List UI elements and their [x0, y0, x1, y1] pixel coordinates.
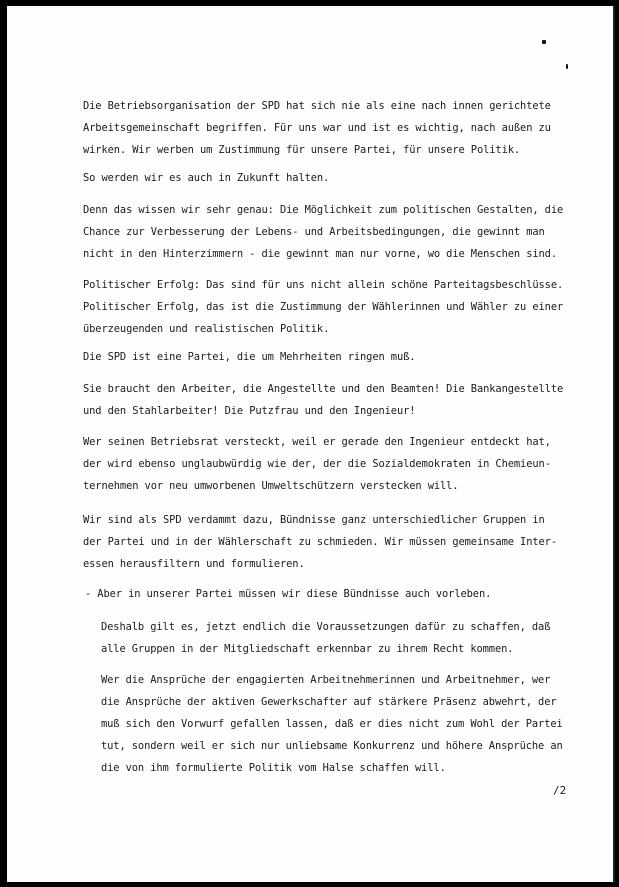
paragraph-betriebsrat: Wer seinen Betriebsrat versteckt, weil er gerade den Ingenieur entdeckt hat, der wird ebenso unglaubwürdig wie der, der die Sozialdemokraten in Chemieun- ternehmen vor neu umworbenen Umweltschützern verstecken will.: [83, 436, 551, 492]
scan-speck: [566, 64, 568, 69]
page-number: /2: [553, 784, 567, 797]
paper-sheet: [7, 6, 615, 882]
paragraph-politischer-erfolg: Politischer Erfolg: Das sind für uns nicht allein schöne Parteitagsbeschlüsse. Politischer Erfolg, das ist die Zustimmung der Wählerinnen und Wähler zu einer überzeugenden und realistischen Politik.: [83, 279, 564, 335]
paragraph-arbeiter: Sie braucht den Arbeiter, die Angestellte und den Beamten! Die Bankangestellte und den Stahlarbeiter! Die Putzfrau und den Ingenieur!: [83, 383, 564, 417]
document-body: [7, 6, 613, 882]
paragraph-vorleben: - Aber in unserer Partei müssen wir diese Bündnisse auch vorleben.: [85, 588, 492, 600]
paragraph-mehrheiten: Die SPD ist eine Partei, die um Mehrheiten ringen muß.: [83, 351, 416, 363]
paragraph-ansprueche: Wer die Ansprüche der engagierten Arbeitnehmerinnen und Arbeitnehmer, wer die Ansprüche der aktiven Gewerkschafter auf stärkere Präsenz abwehrt, der muß sich den Vorwurf gefallen lassen, daß er dies nicht zum Wohl der Partei tut, sondern weil er sich nur unliebsame Konkurrenz und höhere Ansprüche an die von ihm formulierte Politik vom Halse schaffen will.: [101, 674, 563, 774]
paragraph-betriebsorganisation: Die Betriebsorganisation der SPD hat sich nie als eine nach innen gerichtete Arbeitsgemeinschaft begriffen. Für uns war und ist es wichtig, nach außen zu wirken. Wir werben um Zustimmung für unsere Partei, für unsere Politik.: [83, 100, 551, 156]
paragraph-voraussetzungen: Deshalb gilt es, jetzt endlich die Voraussetzungen dafür zu schaffen, daß alle Gruppen in der Mitgliedschaft erkennbar zu ihrem Recht kommen.: [101, 621, 551, 655]
paragraph-zukunft: So werden wir es auch in Zukunft halten.: [83, 172, 330, 184]
scan-speck: [542, 40, 546, 44]
paragraph-buendnisse: Wir sind als SPD verdammt dazu, Bündnisse ganz unterschiedlicher Gruppen in der Partei und in der Wählerschaft zu schmieden. Wir müssen gemeinsame Inter- essen herausfiltern und formulieren.: [83, 514, 557, 570]
paragraph-gestalten: Denn das wissen wir sehr genau: Die Möglichkeit zum politischen Gestalten, die Chance zur Verbesserung der Lebens- und Arbeitsbedingungen, die gewinnt man nicht in den Hinterzimmern - die gewinnt man nur vorne, wo die Menschen sind.: [83, 204, 564, 260]
